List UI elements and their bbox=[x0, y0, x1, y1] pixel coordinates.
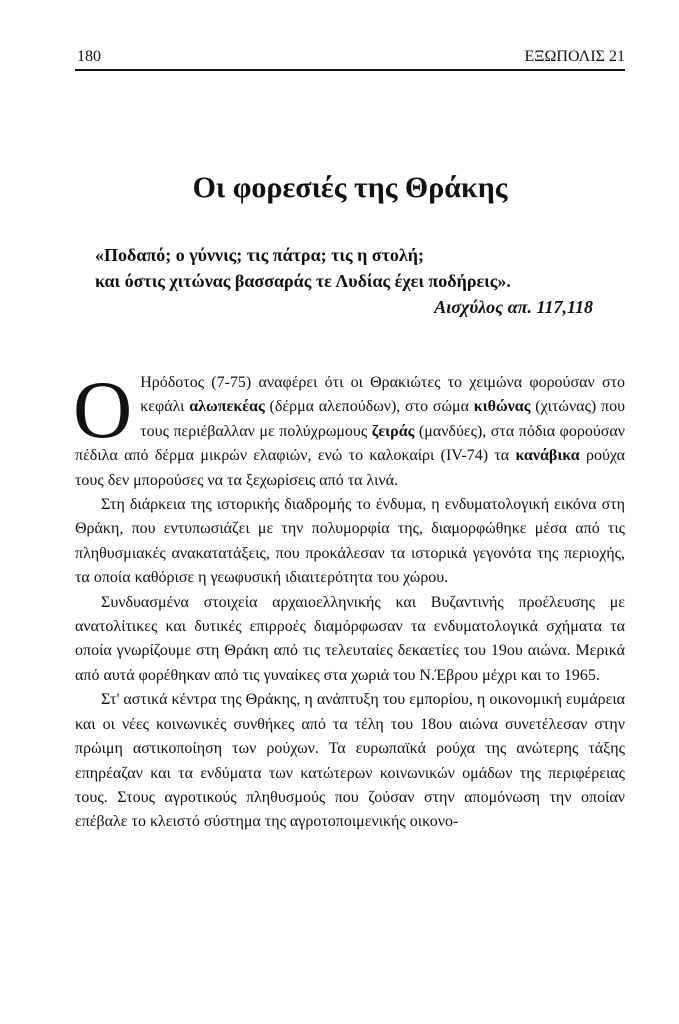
journal-name: ΕΞΩΠΟΛΙΣ 21 bbox=[524, 48, 625, 65]
paragraph-4: Στ' αστικά κέντρα της Θράκης, η ανάπτυξη του εμπορίου, η οικονομική ευμάρεια και οι νέες κοινωνικές συνθήκες από τα τέλη του 18ου αιώνα συνετέλεσαν στην πρώιμη αστικοποίηση των ρούχων. Τα ευρωπαϊκά ρούχα της ανώτερης τάξης επηρέαζαν και τα ενδύματα των κατώτερων κοινωνικών ομάδων της περιφέρειας τους. Στους αγροτικούς πληθυσμούς που ζούσαν στην απομόνωση την οποίαν επέβαλε το κλειστό σύστημα της αγροτοποιμενικής οικονο- bbox=[75, 691, 625, 831]
page-number: 180 bbox=[77, 48, 101, 65]
term-kithonas: κιθώνας bbox=[473, 398, 531, 416]
paragraph-2: Στη διάρκεια της ιστορικής διαδρομής το ένδυμα, η ενδυματολογική εικόνα στη Θράκη, που εντυπωσιάζει με την πολυμορφία της, διαμορφώθηκε μέσα από τις πληθυσμιακές ανακατατάξεις, που προκάλεσαν τα ιστορικά γεγονότα της περιοχής, τα οποία καθόρισε η γεωφυσική ιδιαιτερότητα του χώρου. bbox=[75, 496, 625, 587]
epigraph-attribution: Αισχύλος απ. 117,118 bbox=[434, 297, 593, 317]
article-body bbox=[73, 364, 626, 835]
term-alopekeas: αλωπεκέας bbox=[189, 398, 265, 416]
paragraph-1-text-1: Ηρόδοτος (7-75) αναφέρει ότι οι Θρακιώτες το χειμώνα φορούσαν στο κεφάλι bbox=[140, 374, 625, 416]
paragraph-1-text-2: (δέρμα αλεπούδων), στο σώμα bbox=[264, 398, 474, 416]
term-zeiras: ζειράς bbox=[371, 422, 415, 440]
paragraph-1 bbox=[73, 364, 626, 493]
paragraph-1-text-3: (χιτώνας) που τους περιέβαλλαν με πολύχρωμους bbox=[140, 398, 625, 440]
term-kanavika: κανάβικα bbox=[515, 447, 580, 465]
drop-cap: Ο bbox=[73, 364, 133, 455]
epigraph-line-1: «Ποδαπό; ο γύννις; τις πάτρα; τις η στολή; bbox=[95, 245, 424, 265]
epigraph-line-2: και όστις χιτώνας βασσαράς τε Λυδίας έχει ποδήρεις». bbox=[95, 271, 511, 291]
epigraph bbox=[95, 242, 615, 320]
article-title: Οι φορεσιές της Θράκης bbox=[192, 171, 508, 204]
paragraph-1-text-5: ρούχα τους δεν μπορούσες να τα ξεχωρίσεις από τα λινά. bbox=[75, 447, 626, 489]
paragraph-1-text-4: (μανδύες), στα πόδια φορούσαν πέδιλα από δέρμα μικρών ελαφιών, ενώ το καλοκαίρι (IV-74) τα bbox=[75, 422, 625, 465]
running-header bbox=[75, 47, 625, 71]
paragraph-3: Συνδυασμένα στοιχεία αρχαιοελληνικής και Βυζαντινής προέλευσης με ανατολίτικες και δυτικές επιρροές διαμόρφωσαν τα ενδυματολογικά σχήματα τα οποία γνωρίζουμε στη Θράκη από τις τελευταίες δεκαετίες του 19ου αιώνα. Μερικά από αυτά φορέθηκαν από τις γυναίκες στα χωριά του Ν.Έβρου μέχρι και το 1965. bbox=[75, 593, 625, 684]
